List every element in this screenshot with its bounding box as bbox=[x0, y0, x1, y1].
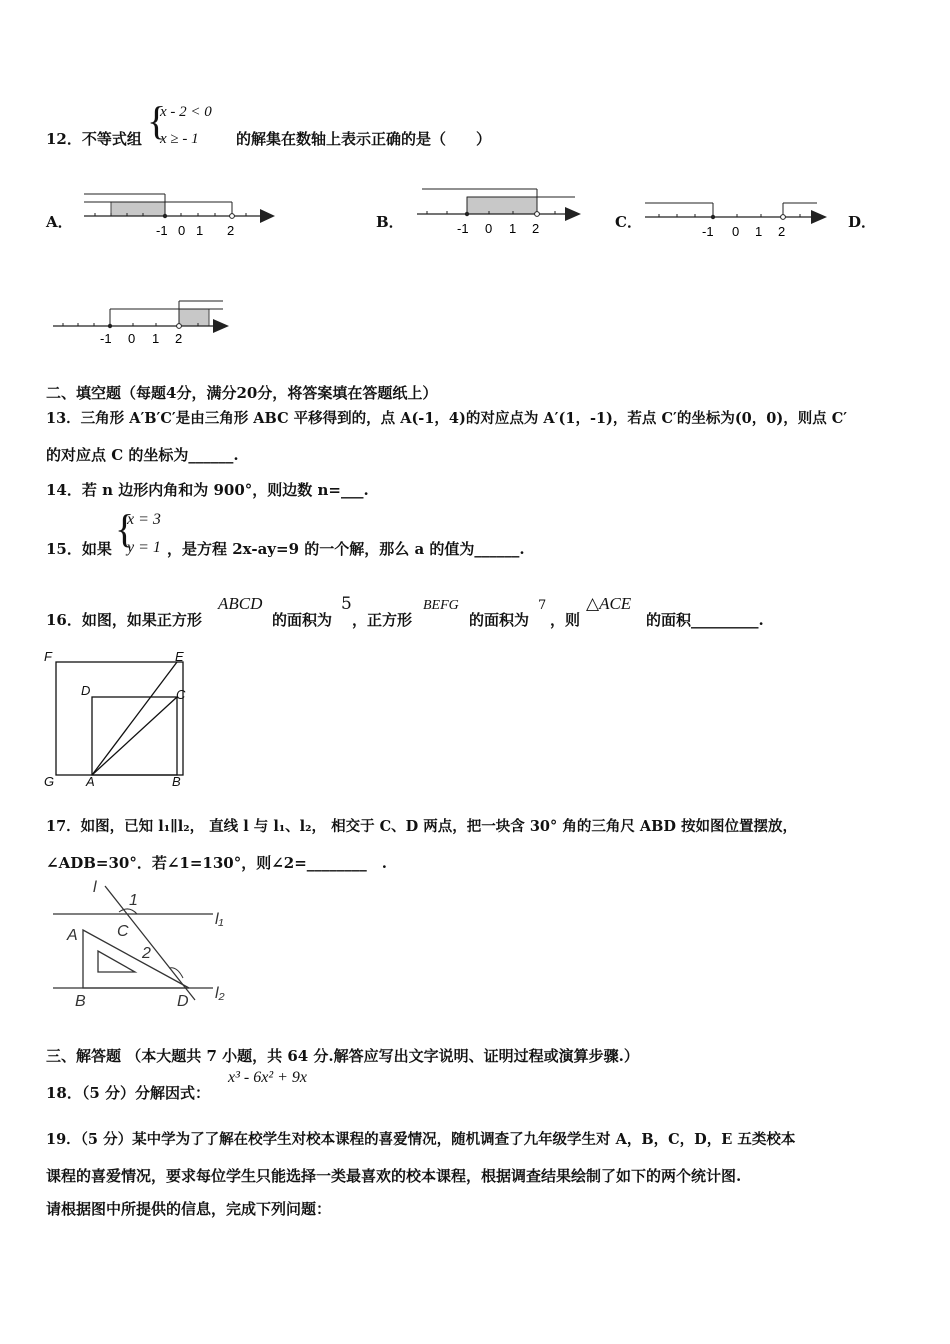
q17-line2: ∠ADB=30°．若∠1=130°，则∠2=________ . bbox=[46, 854, 388, 872]
q16-abcd: ABCD bbox=[218, 594, 263, 613]
tick-label: 1 bbox=[152, 331, 160, 346]
section3-title: 三、解答题 （本大题共 7 小题，共 64 分.解答应写出文字说明、证明过程或演算步骤.） bbox=[46, 1047, 639, 1065]
tick-label: -1 bbox=[156, 223, 168, 238]
label-angle-1: 1 bbox=[129, 892, 138, 909]
tick-label: 1 bbox=[509, 221, 517, 236]
tick-label: -1 bbox=[457, 221, 469, 236]
q18-text: 18．（5 分）分解因式： bbox=[46, 1084, 211, 1102]
number-line-d bbox=[48, 295, 248, 350]
q18-expression: x³ - 6x² + 9x bbox=[228, 1069, 308, 1086]
tick-label: -1 bbox=[702, 224, 714, 239]
tick-label: 2 bbox=[778, 224, 786, 239]
number-line-b bbox=[405, 183, 605, 238]
q16-p1: 16．如图，如果正方形 bbox=[46, 611, 202, 629]
q19-line3: 请根据图中所提供的信息，完成下列问题： bbox=[46, 1200, 332, 1218]
q12-prefix: 12．不等式组 bbox=[46, 130, 142, 148]
number-line-c bbox=[635, 193, 835, 243]
q15-prefix: 15．如果 bbox=[46, 540, 112, 558]
label-a: A bbox=[86, 774, 95, 789]
q19-line1: 19．（5 分）某中学为了了解在校学生对校本课程的喜爱情况，随机调查了九年级学生对 A，B，C，D，E 五类校本 bbox=[46, 1131, 796, 1148]
number-line-a bbox=[70, 185, 290, 240]
tick-label: 0 bbox=[128, 331, 136, 346]
label-l1: l₁ bbox=[215, 911, 224, 928]
tick-label: -1 bbox=[100, 331, 112, 346]
q16-area-7: 7 bbox=[538, 598, 547, 613]
q16-befg: BEFG bbox=[423, 598, 459, 613]
label-g: G bbox=[44, 774, 55, 789]
q12-suffix: 的解集在数轴上表示正确的是（ ） bbox=[236, 130, 492, 148]
tick-label: 1 bbox=[196, 223, 204, 238]
label-d: D bbox=[177, 993, 189, 1010]
label-c: C bbox=[117, 923, 129, 940]
label-a: A bbox=[67, 927, 78, 944]
q16-p6: 的面积_________. bbox=[646, 611, 764, 629]
q16-square-figure bbox=[40, 648, 200, 793]
option-c-label: C． bbox=[615, 213, 642, 231]
q15-brace: { bbox=[115, 506, 135, 551]
q12-ineq2: x ≥ - 1 bbox=[160, 131, 199, 147]
q16-p5: ，则 bbox=[550, 611, 581, 629]
label-b: B bbox=[172, 774, 181, 789]
q17-triangle-figure bbox=[45, 878, 245, 1013]
q17-line1: 17．如图，已知 l₁∥l₂， 直线 l 与 l₁、l₂， 相交于 C、D 两点，把一块含 30° 角的三角尺 ABD 按如图位置摆放， bbox=[46, 818, 797, 835]
tick-label: 1 bbox=[755, 224, 763, 239]
tick-label: 2 bbox=[227, 223, 235, 238]
section2-title: 二、填空题（每题4分，满分20分，将答案填在答题纸上） bbox=[46, 384, 438, 402]
q19-line2: 课程的喜爱情况，要求每位学生只能选择一类最喜欢的校本课程，根据调查结果绘制了如下的两个统计图. bbox=[46, 1167, 742, 1185]
tick-label: 0 bbox=[178, 223, 186, 238]
q15-suffix: ，是方程 2x-ay=9 的一个解，那么 a 的值为______. bbox=[167, 540, 525, 558]
q14-text: 14．若 n 边形内角和为 900°，则边数 n=___. bbox=[46, 481, 369, 499]
label-f: F bbox=[44, 649, 52, 664]
label-l: l bbox=[93, 879, 97, 896]
label-e: E bbox=[175, 649, 184, 664]
label-b: B bbox=[75, 993, 86, 1010]
label-d: D bbox=[81, 683, 91, 698]
q15-eq1: x = 3 bbox=[127, 511, 161, 528]
tick-label: 2 bbox=[532, 221, 540, 236]
label-l2: l₂ bbox=[215, 985, 225, 1002]
label-c: C bbox=[176, 687, 186, 702]
tick-label: 0 bbox=[485, 221, 493, 236]
q12-ineq1: x - 2 < 0 bbox=[160, 104, 212, 120]
option-b-label: B． bbox=[376, 213, 404, 231]
q13-line2: 的对应点 C 的坐标为______. bbox=[46, 446, 239, 464]
q15-eq2: y = 1 bbox=[127, 539, 161, 556]
option-a-label: A． bbox=[46, 213, 73, 231]
q16-area-5: 5 bbox=[341, 594, 352, 614]
label-angle-2: 2 bbox=[142, 945, 151, 962]
tick-label: 2 bbox=[175, 331, 183, 346]
q13-line1: 13．三角形 A′B′C′是由三角形 ABC 平移得到的，点 A(-1，4)的对应点为 A′(1，-1)，若点 C′的坐标为(0，0)，则点 C′ bbox=[46, 410, 848, 427]
q16-ace: △ACE bbox=[586, 594, 632, 613]
tick-label: 0 bbox=[732, 224, 740, 239]
option-d-label: D． bbox=[848, 213, 877, 231]
q16-p4: 的面积为 bbox=[469, 611, 530, 629]
q12-brace: { bbox=[147, 98, 167, 143]
q16-p2: 的面积为 bbox=[272, 611, 333, 629]
q16-p3: ，正方形 bbox=[352, 611, 413, 629]
